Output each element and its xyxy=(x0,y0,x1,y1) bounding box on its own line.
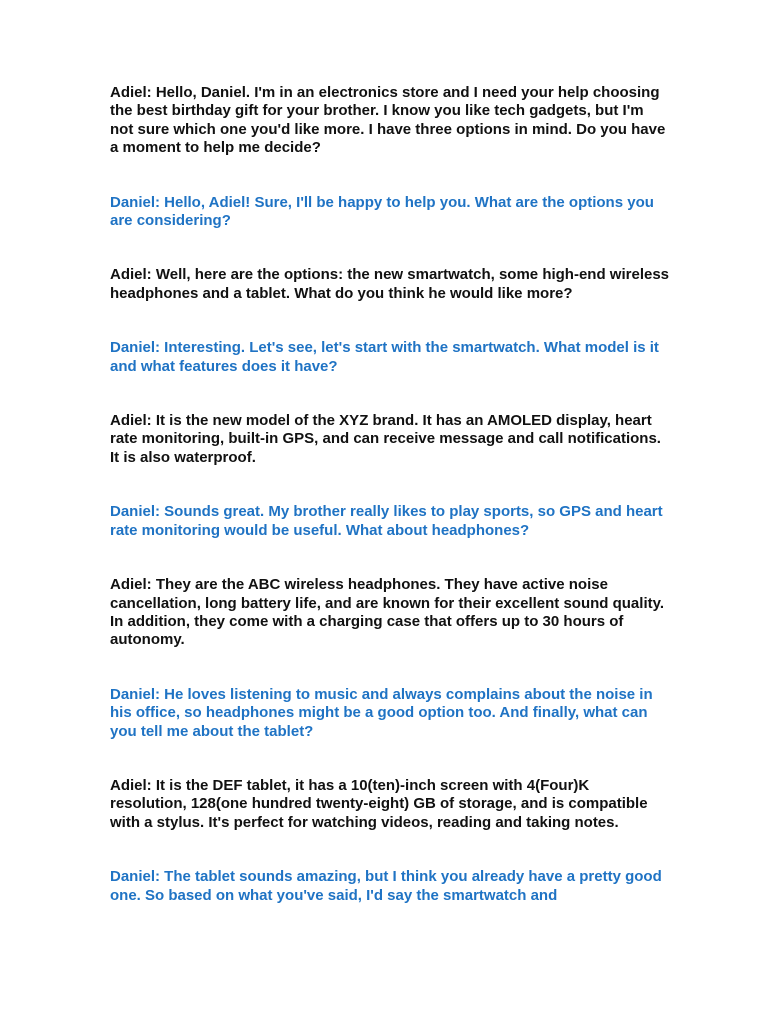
paragraph-gap xyxy=(110,741,670,777)
paragraph-gap xyxy=(110,467,670,503)
dialogue-adiel-1: Adiel: Hello, Daniel. I'm in an electronics store and I need your help choosing the best birthday gift for your brother. I know you like tech gadgets, but I'm not sure which one you'd like more. I have three options in mind. Do you have a moment to help me decide? xyxy=(110,84,666,157)
paragraph-gap xyxy=(110,650,670,686)
dialogue-daniel-3: Daniel: Sounds great. My brother really likes to play sports, so GPS and heart rate monitoring would be useful. What about headphones? xyxy=(110,503,663,539)
paragraph-gap xyxy=(110,376,670,412)
paragraph-gap xyxy=(110,158,670,194)
document-page xyxy=(110,84,670,905)
dialogue-daniel-4: Daniel: He loves listening to music and always complains about the noise in his office, so headphones might be a good option too. And finally, what can you tell me about the tablet? xyxy=(110,685,653,740)
dialogue-daniel-1: Daniel: Hello, Adiel! Sure, I'll be happy to help you. What are the options you are considering? xyxy=(110,193,654,230)
dialogue-daniel-5: Daniel: The tablet sounds amazing, but I think you already have a pretty good one. So based on what you've said, I'd say the smartwatch and xyxy=(110,868,662,904)
paragraph-gap xyxy=(110,540,670,576)
dialogue-adiel-3: Adiel: It is the new model of the XYZ brand. It has an AMOLED display, heart rate monitoring, built-in GPS, and can receive message and call notifications. It is also waterproof. xyxy=(110,412,661,466)
dialogue-adiel-2: Adiel: Well, here are the options: the new smartwatch, some high-end wireless headphones and a tablet. What do you think he would like more? xyxy=(110,266,670,302)
dialogue-daniel-2: Daniel: Interesting. Let's see, let's start with the smartwatch. What model is it and what features does it have? xyxy=(110,339,659,375)
paragraph-gap xyxy=(110,832,670,868)
paragraph-gap xyxy=(110,230,670,266)
dialogue-adiel-5: Adiel: It is the DEF tablet, it has a 10(ten)-inch screen with 4(Four)K resolution, 128(one hundred twenty-eight) GB of storage, and is compatible with a stylus. It's perfect for watching videos, reading and taking notes. xyxy=(110,776,648,831)
paragraph-gap xyxy=(110,303,670,339)
dialogue-adiel-4: Adiel: They are the ABC wireless headphones. They have active noise cancellation, long battery life, and are known for their excellent sound quality. In addition, they come with a charging case that offers up to 30 hours of autonomy. xyxy=(110,576,664,649)
